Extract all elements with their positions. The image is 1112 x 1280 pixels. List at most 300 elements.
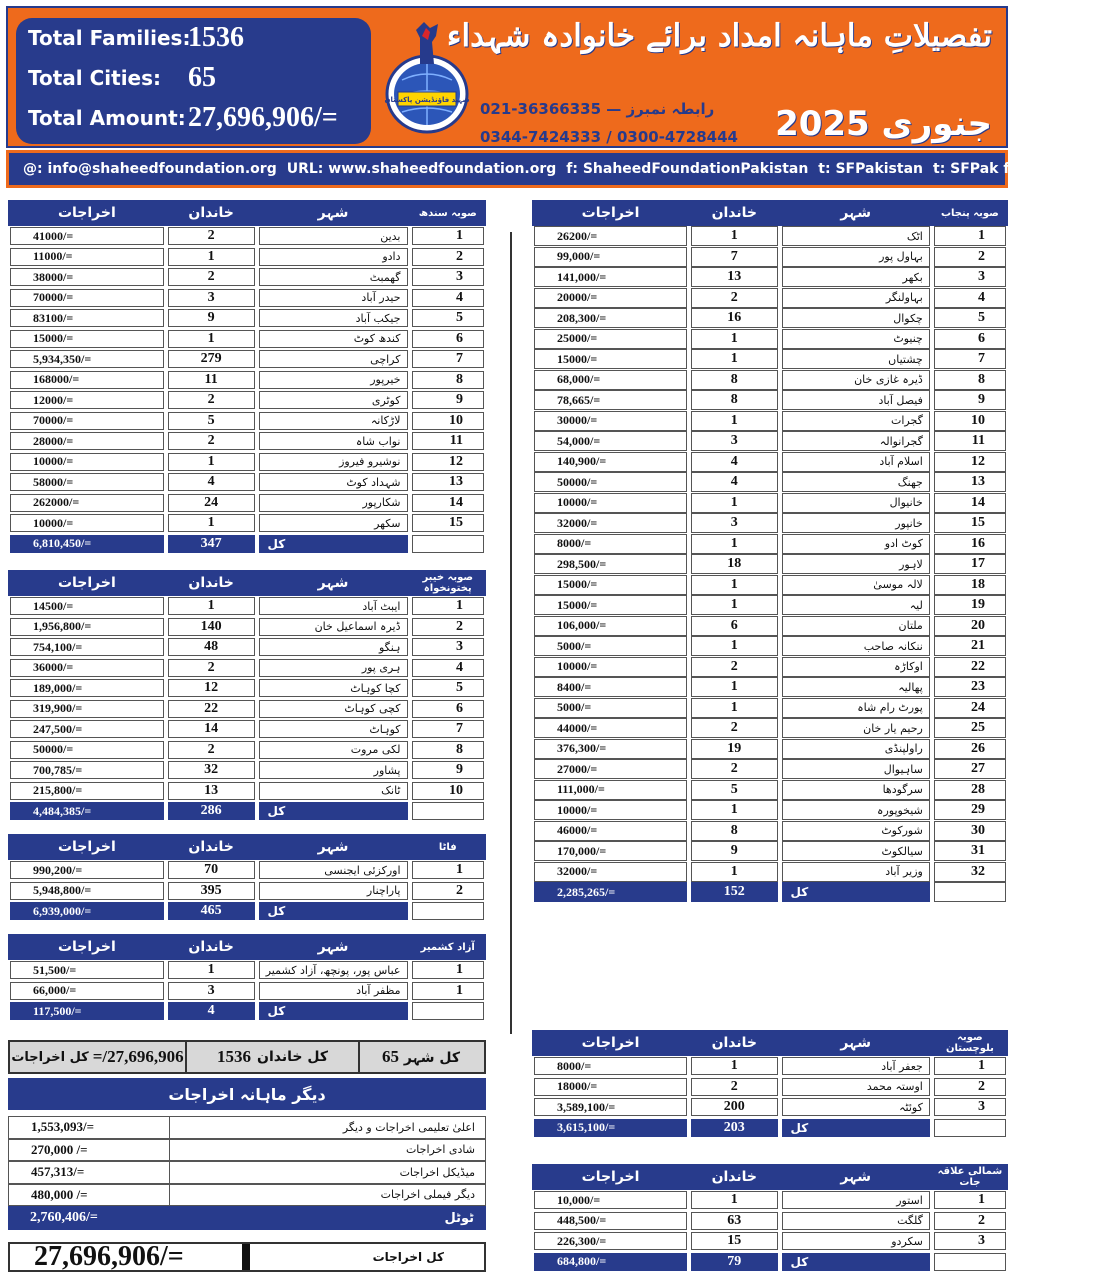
amount-cell: 70000/= bbox=[10, 289, 164, 307]
table-row bbox=[8, 678, 486, 699]
city-cell: کچی کوہاٹ bbox=[259, 700, 408, 718]
city-cell: راولپنڈی bbox=[782, 739, 930, 759]
families-cell: 13 bbox=[691, 267, 777, 287]
facebook-link[interactable]: f: ShaheedFoundationPakistan bbox=[566, 161, 809, 177]
families-cell: 1 bbox=[168, 961, 255, 979]
col-header-city: شہر bbox=[780, 200, 932, 226]
serial-cell: 24 bbox=[934, 698, 1006, 718]
table-header bbox=[8, 834, 486, 860]
amount-cell: 50000/= bbox=[10, 741, 164, 759]
table-row bbox=[8, 308, 486, 329]
ajk-section bbox=[8, 934, 486, 1022]
amount-cell: 15000/= bbox=[534, 575, 687, 595]
divider-bar bbox=[242, 1244, 250, 1270]
amount-cell: 5,934,350/= bbox=[10, 350, 164, 368]
total-families-cell: 79 bbox=[691, 1253, 777, 1271]
table-row bbox=[532, 247, 1008, 268]
amount-cell: 3,589,100/= bbox=[534, 1098, 687, 1116]
blank-cell bbox=[412, 902, 485, 920]
serial-cell: 6 bbox=[412, 700, 485, 718]
contact-numbers-line1: 021-36366335 — رابطہ نمبرز bbox=[480, 100, 715, 118]
city-cell: کوٹ ادو bbox=[782, 534, 930, 554]
city-cell: وزیر آباد bbox=[782, 862, 930, 882]
families-cell: 22 bbox=[168, 700, 255, 718]
table-row: 457,313/= میڈیکل اخراجات bbox=[8, 1161, 486, 1184]
serial-cell: 30 bbox=[934, 821, 1006, 841]
city-cell: چنیوٹ bbox=[782, 329, 930, 349]
serial-cell: 16 bbox=[934, 534, 1006, 554]
table-row bbox=[532, 1056, 1008, 1077]
amount-cell: 41000/= bbox=[10, 227, 164, 245]
serial-cell: 1 bbox=[412, 227, 485, 245]
amount-cell: 8000/= bbox=[534, 534, 687, 554]
table-header bbox=[532, 1030, 1008, 1056]
city-cell: اوکاڑہ bbox=[782, 657, 930, 677]
logo-text: شہید فاؤنڈیشن پاکستان bbox=[384, 96, 470, 104]
col-header-city: شہر bbox=[780, 1030, 932, 1056]
serial-cell: 22 bbox=[934, 657, 1006, 677]
families-cell: 3 bbox=[691, 513, 777, 533]
summary-cities: Total Cities: 65 bbox=[28, 62, 216, 93]
serial-cell: 18 bbox=[934, 575, 1006, 595]
table-row bbox=[532, 288, 1008, 309]
col-header-amount: اخراجات bbox=[8, 934, 166, 960]
total-row bbox=[8, 901, 486, 922]
table-row: 270,000 /= شادی اخراجات bbox=[8, 1139, 486, 1162]
city-cell: سکردو bbox=[782, 1232, 930, 1250]
city-cell: لاہور bbox=[782, 554, 930, 574]
amount-cell: 11000/= bbox=[10, 248, 164, 266]
col-header-amount: اخراجات bbox=[532, 1164, 689, 1190]
families-cell: 200 bbox=[691, 1098, 777, 1116]
city-cell: خیرپور bbox=[259, 371, 408, 389]
table-row bbox=[8, 513, 486, 534]
table-header bbox=[532, 1164, 1008, 1190]
amount-cell: 15000/= bbox=[534, 349, 687, 369]
families-cell: 14 bbox=[168, 720, 255, 738]
serial-cell: 14 bbox=[412, 494, 485, 512]
table-row bbox=[8, 472, 486, 493]
serial-cell: 1 bbox=[934, 1191, 1006, 1209]
amount-cell: 5000/= bbox=[534, 636, 687, 656]
city-cell: گلگت bbox=[782, 1212, 930, 1230]
amount-cell: 44000/= bbox=[534, 718, 687, 738]
punjab-table bbox=[532, 200, 1008, 903]
families-cell: 4 bbox=[691, 472, 777, 492]
serial-cell: 26 bbox=[934, 739, 1006, 759]
total-row bbox=[8, 1001, 486, 1022]
total-label: کل bbox=[782, 1253, 930, 1271]
province-name: صوبہ پنجاب bbox=[932, 200, 1008, 226]
city-cell: گھمبٹ bbox=[259, 268, 408, 286]
city-cell: ڈیرہ غازی خان bbox=[782, 370, 930, 390]
amount-cell: 18000/= bbox=[534, 1078, 687, 1096]
serial-cell: 8 bbox=[412, 741, 485, 759]
serial-cell: 3 bbox=[934, 267, 1006, 287]
col-header-city: شہر bbox=[257, 200, 410, 226]
amount-cell: 298,500/= bbox=[534, 554, 687, 574]
serial-cell: 17 bbox=[934, 554, 1006, 574]
amount-cell: 51,500/= bbox=[10, 961, 164, 979]
city-cell: دادو bbox=[259, 248, 408, 266]
total-families-cell: 152 bbox=[691, 882, 777, 902]
table-row bbox=[532, 370, 1008, 391]
families-cell: 279 bbox=[168, 350, 255, 368]
serial-cell: 14 bbox=[934, 493, 1006, 513]
amount-cell: 54,000/= bbox=[534, 431, 687, 451]
amount-cell: 168000/= bbox=[10, 371, 164, 389]
table-row bbox=[532, 390, 1008, 411]
serial-cell: 19 bbox=[934, 595, 1006, 615]
city-cell: ہنگو bbox=[259, 638, 408, 656]
serial-cell: 5 bbox=[934, 308, 1006, 328]
table-row bbox=[532, 1190, 1008, 1211]
families-cell: 1 bbox=[168, 248, 255, 266]
amount-cell: 12000/= bbox=[10, 391, 164, 409]
grand-total-row bbox=[8, 1040, 486, 1074]
families-cell: 5 bbox=[691, 780, 777, 800]
table-row bbox=[532, 739, 1008, 760]
col-header-amount: اخراجات bbox=[532, 200, 689, 226]
serial-cell: 12 bbox=[412, 453, 485, 471]
serial-cell: 15 bbox=[412, 514, 485, 532]
grand-total-cities: کل شہر 65 bbox=[381, 1047, 461, 1066]
serial-cell: 25 bbox=[934, 718, 1006, 738]
families-cell: 19 bbox=[691, 739, 777, 759]
families-cell: 8 bbox=[691, 370, 777, 390]
families-cell: 8 bbox=[691, 390, 777, 410]
total-families-cell: 4 bbox=[168, 1002, 255, 1020]
families-cell: 1 bbox=[691, 1191, 777, 1209]
table-row bbox=[532, 493, 1008, 514]
serial-cell: 9 bbox=[934, 390, 1006, 410]
amount-cell: 106,000/= bbox=[534, 616, 687, 636]
city-cell: لکی مروت bbox=[259, 741, 408, 759]
serial-cell: 10 bbox=[412, 782, 485, 800]
city-cell: نواب شاہ bbox=[259, 432, 408, 450]
amount-cell: 58000/= bbox=[10, 473, 164, 491]
serial-cell: 13 bbox=[934, 472, 1006, 492]
families-cell: 9 bbox=[168, 309, 255, 327]
families-cell: 2 bbox=[168, 741, 255, 759]
col-header-families: خاندان bbox=[166, 200, 257, 226]
amount-cell: 990,200/= bbox=[10, 861, 164, 879]
serial-cell: 3 bbox=[934, 1098, 1006, 1116]
col-header-families: خاندان bbox=[689, 1164, 779, 1190]
table-row bbox=[532, 1097, 1008, 1118]
families-cell: 2 bbox=[168, 391, 255, 409]
total-row bbox=[532, 1252, 1008, 1273]
table-row bbox=[532, 759, 1008, 780]
twitter-news-link[interactable]: t: SFPak for News only bbox=[933, 161, 1112, 177]
table-row bbox=[8, 699, 486, 720]
email-link[interactable]: @: info@shaheedfoundation.org bbox=[23, 161, 277, 177]
total-label: کل bbox=[259, 902, 408, 920]
total-row bbox=[8, 534, 486, 555]
serial-cell: 2 bbox=[412, 618, 485, 636]
serial-cell: 13 bbox=[412, 473, 485, 491]
city-cell: پشاور bbox=[259, 761, 408, 779]
city-cell: لالہ موسیٰ bbox=[782, 575, 930, 595]
serial-cell: 7 bbox=[412, 350, 485, 368]
website-link[interactable]: URL: www.shaheedfoundation.org bbox=[286, 161, 557, 177]
table-row bbox=[532, 862, 1008, 883]
table-row bbox=[532, 698, 1008, 719]
city-cell: کندھ کوٹ bbox=[259, 330, 408, 348]
page-title: تفصیلاتِ ماہانہ امداد برائے خانوادہ شہداء bbox=[446, 18, 992, 54]
serial-cell: 21 bbox=[934, 636, 1006, 656]
amount-cell: 247,500/= bbox=[10, 720, 164, 738]
families-cell: 1 bbox=[691, 636, 777, 656]
column-divider bbox=[510, 232, 512, 1034]
summary-amount: Total Amount: 27,696,906/= bbox=[28, 102, 338, 133]
serial-cell: 6 bbox=[934, 329, 1006, 349]
kpk-section bbox=[8, 570, 486, 822]
table-row bbox=[532, 1077, 1008, 1098]
families-cell: 1 bbox=[691, 349, 777, 369]
serial-cell: 11 bbox=[934, 431, 1006, 451]
sindh-table bbox=[8, 200, 486, 554]
table-row bbox=[8, 881, 486, 902]
city-cell: سیالکوٹ bbox=[782, 841, 930, 861]
amount-cell: 111,000/= bbox=[534, 780, 687, 800]
final-total-amount: 27,696,906/= bbox=[34, 1241, 184, 1272]
serial-cell: 3 bbox=[412, 638, 485, 656]
serial-cell: 5 bbox=[412, 679, 485, 697]
city-cell: نوشیرو فیروز bbox=[259, 453, 408, 471]
city-cell: کوئٹہ bbox=[782, 1098, 930, 1116]
amount-cell: 141,000/= bbox=[534, 267, 687, 287]
city-cell: مظفر آباد bbox=[259, 982, 408, 1000]
col-header-amount: اخراجات bbox=[8, 200, 166, 226]
city-cell: بہاول پور bbox=[782, 247, 930, 267]
serial-cell: 3 bbox=[412, 268, 485, 286]
table-row bbox=[8, 658, 486, 679]
families-cell: 24 bbox=[168, 494, 255, 512]
city-cell: شیخوپورہ bbox=[782, 800, 930, 820]
province-name: صوبہ بلوچستان bbox=[932, 1030, 1008, 1056]
serial-cell: 5 bbox=[412, 309, 485, 327]
city-cell: کراچی bbox=[259, 350, 408, 368]
amount-cell: 754,100/= bbox=[10, 638, 164, 656]
col-header-city: شہر bbox=[257, 934, 410, 960]
serial-cell: 2 bbox=[934, 1212, 1006, 1230]
col-header-families: خاندان bbox=[689, 1030, 779, 1056]
families-cell: 1 bbox=[691, 677, 777, 697]
total-families-cell: 286 bbox=[168, 802, 255, 820]
col-header-amount: اخراجات bbox=[532, 1030, 689, 1056]
table-row bbox=[532, 554, 1008, 575]
balochistan-section bbox=[532, 1030, 1008, 1138]
amount-cell: 10000/= bbox=[534, 800, 687, 820]
city-cell: ڈیرہ اسماعیل خان bbox=[259, 618, 408, 636]
city-cell: اٹک bbox=[782, 226, 930, 246]
families-cell: 16 bbox=[691, 308, 777, 328]
amount-cell: 1,956,800/= bbox=[10, 618, 164, 636]
serial-cell: 3 bbox=[934, 1232, 1006, 1250]
amount-cell: 10000/= bbox=[10, 453, 164, 471]
city-cell: کچا کوہاٹ bbox=[259, 679, 408, 697]
table-row bbox=[532, 821, 1008, 842]
amount-cell: 226,300/= bbox=[534, 1232, 687, 1250]
total-label: کل bbox=[782, 882, 930, 902]
amount-cell: 68,000/= bbox=[534, 370, 687, 390]
table-row bbox=[532, 267, 1008, 288]
families-cell: 5 bbox=[168, 412, 255, 430]
table-row bbox=[8, 760, 486, 781]
serial-cell: 1 bbox=[934, 226, 1006, 246]
fata-section bbox=[8, 834, 486, 922]
city-cell: اسلام آباد bbox=[782, 452, 930, 472]
families-cell: 2 bbox=[691, 759, 777, 779]
ajk-table bbox=[8, 934, 486, 1022]
grand-total-amount: 27,696,906/= کل اخراجات bbox=[11, 1047, 184, 1066]
city-cell: سکھر bbox=[259, 514, 408, 532]
amount-cell: 10,000/= bbox=[534, 1191, 687, 1209]
families-cell: 1 bbox=[691, 411, 777, 431]
serial-cell: 7 bbox=[934, 349, 1006, 369]
final-total-row bbox=[8, 1242, 486, 1272]
city-cell: چکوال bbox=[782, 308, 930, 328]
twitter-link[interactable]: t: SFPakistan bbox=[818, 161, 923, 177]
blank-cell bbox=[412, 535, 485, 553]
serial-cell: 10 bbox=[412, 412, 485, 430]
table-row bbox=[532, 452, 1008, 473]
other-expenses-table bbox=[8, 1116, 486, 1230]
families-cell: 2 bbox=[691, 288, 777, 308]
serial-cell: 7 bbox=[412, 720, 485, 738]
city-cell: بہاولنگر bbox=[782, 288, 930, 308]
families-cell: 1 bbox=[691, 800, 777, 820]
province-name: آزاد کشمیر bbox=[410, 934, 487, 960]
fata-table bbox=[8, 834, 486, 922]
serial-cell: 1 bbox=[412, 597, 485, 615]
serial-cell: 1 bbox=[934, 1057, 1006, 1075]
amount-cell: 8400/= bbox=[534, 677, 687, 697]
families-cell: 4 bbox=[691, 452, 777, 472]
blank-cell bbox=[934, 882, 1006, 902]
city-cell: کوہاٹ bbox=[259, 720, 408, 738]
balochistan-table bbox=[532, 1030, 1008, 1138]
city-cell: حیدر آباد bbox=[259, 289, 408, 307]
families-cell: 1 bbox=[691, 493, 777, 513]
total-amount-cell: 117,500/= bbox=[10, 1002, 164, 1020]
families-cell: 9 bbox=[691, 841, 777, 861]
table-row bbox=[532, 349, 1008, 370]
serial-cell: 23 bbox=[934, 677, 1006, 697]
table-row bbox=[8, 617, 486, 638]
other-expenses-title: دیگر ماہانہ اخراجات bbox=[8, 1078, 486, 1110]
amount-cell: 10000/= bbox=[534, 493, 687, 513]
table-row bbox=[8, 247, 486, 268]
table-row bbox=[532, 841, 1008, 862]
gilgit-section bbox=[532, 1164, 1008, 1272]
table-row bbox=[8, 740, 486, 761]
serial-cell: 2 bbox=[934, 247, 1006, 267]
amount-cell: 15000/= bbox=[534, 595, 687, 615]
total-amount-cell: 4,484,385/= bbox=[10, 802, 164, 820]
families-cell: 1 bbox=[168, 597, 255, 615]
families-cell: 7 bbox=[691, 247, 777, 267]
serial-cell: 11 bbox=[412, 432, 485, 450]
city-cell: شورکوٹ bbox=[782, 821, 930, 841]
families-cell: 70 bbox=[168, 861, 255, 879]
header-banner bbox=[6, 6, 1008, 148]
total-row bbox=[532, 1118, 1008, 1139]
col-header-families: خاندان bbox=[689, 200, 779, 226]
serial-cell: 4 bbox=[934, 288, 1006, 308]
blank-cell bbox=[934, 1253, 1006, 1271]
table-row bbox=[532, 616, 1008, 637]
serial-cell: 9 bbox=[412, 761, 485, 779]
table-row bbox=[8, 637, 486, 658]
amount-cell: 70000/= bbox=[10, 412, 164, 430]
total-label: کل bbox=[259, 802, 408, 820]
contact-numbers-line2: 0344-7424333 / 0300-4728444 bbox=[480, 128, 738, 146]
serial-cell: 31 bbox=[934, 841, 1006, 861]
gilgit-table bbox=[532, 1164, 1008, 1272]
table-row bbox=[532, 534, 1008, 555]
families-cell: 4 bbox=[168, 473, 255, 491]
table-row bbox=[532, 595, 1008, 616]
serial-cell: 27 bbox=[934, 759, 1006, 779]
table-row bbox=[532, 329, 1008, 350]
table-row bbox=[8, 860, 486, 881]
amount-cell: 78,665/= bbox=[534, 390, 687, 410]
amount-cell: 170,000/= bbox=[534, 841, 687, 861]
amount-cell: 10000/= bbox=[534, 657, 687, 677]
serial-cell: 2 bbox=[934, 1078, 1006, 1096]
city-cell: فیصل آباد bbox=[782, 390, 930, 410]
serial-cell: 20 bbox=[934, 616, 1006, 636]
final-total-label: کل اخراجات bbox=[372, 1250, 444, 1264]
other-expenses-total: 2,760,406/= ٹوٹل bbox=[8, 1206, 486, 1230]
total-amount-cell: 3,615,100/= bbox=[534, 1119, 687, 1137]
province-name: فاٹا bbox=[410, 834, 487, 860]
province-name: شمالی علاقہ جات bbox=[932, 1164, 1008, 1190]
table-header bbox=[8, 200, 486, 226]
total-families-cell: 465 bbox=[168, 902, 255, 920]
table-row bbox=[532, 780, 1008, 801]
table-row bbox=[8, 960, 486, 981]
col-header-city: شہر bbox=[780, 1164, 932, 1190]
serial-cell: 2 bbox=[412, 248, 485, 266]
city-cell: گجرات bbox=[782, 411, 930, 431]
summary-families: Total Families: 1536 bbox=[28, 22, 244, 53]
city-cell: استور bbox=[782, 1191, 930, 1209]
amount-cell: 8000/= bbox=[534, 1057, 687, 1075]
city-cell: جیکب آباد bbox=[259, 309, 408, 327]
total-families-cell: 347 bbox=[168, 535, 255, 553]
city-cell: سرگودھا bbox=[782, 780, 930, 800]
city-cell: خانپور bbox=[782, 513, 930, 533]
families-cell: 140 bbox=[168, 618, 255, 636]
serial-cell: 12 bbox=[934, 452, 1006, 472]
families-cell: 18 bbox=[691, 554, 777, 574]
families-cell: 1 bbox=[691, 595, 777, 615]
city-cell: اوستہ محمد bbox=[782, 1078, 930, 1096]
families-cell: 15 bbox=[691, 1232, 777, 1250]
amount-cell: 32000/= bbox=[534, 862, 687, 882]
families-cell: 12 bbox=[168, 679, 255, 697]
total-families-cell: 203 bbox=[691, 1119, 777, 1137]
families-cell: 2 bbox=[168, 432, 255, 450]
families-cell: 63 bbox=[691, 1212, 777, 1230]
families-cell: 1 bbox=[691, 698, 777, 718]
table-row: 1,553,093/= اعلیٰ تعلیمی اخراجات و دیگر bbox=[8, 1116, 486, 1139]
city-cell: ننکانہ صاحب bbox=[782, 636, 930, 656]
amount-cell: 319,900/= bbox=[10, 700, 164, 718]
